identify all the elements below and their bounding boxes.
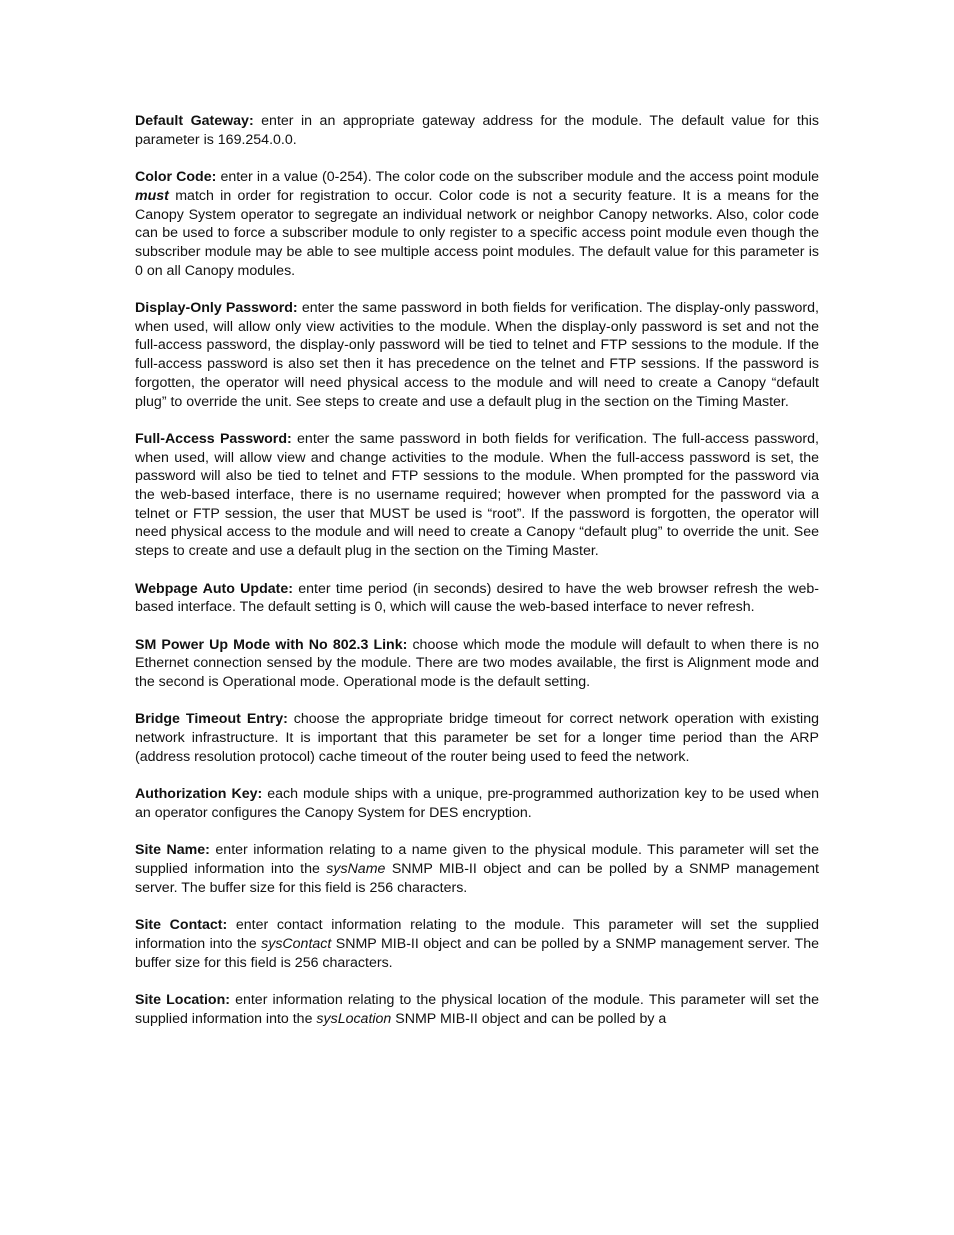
paragraph-sm-power-up-mode-with-no-802-3-link [135,636,819,692]
paragraph-bridge-timeout-entry [135,710,819,766]
emphasized-text: sysContact [261,935,332,952]
description-text: enter contact information relating to the module. This parameter will set the supplied information into the [135,917,819,952]
document-body [135,112,819,1047]
paragraph-default-gateway [135,112,819,149]
description-text: enter in an appropriate gateway address for the module. The default value for this parameter is 169.254.0.0. [135,113,820,148]
paragraph-display-only-password [135,299,819,411]
description-text: SNMP MIB-II object and can be polled by a SNMP management server. The buffer size for this field is 256 characters. [135,861,819,896]
description-text: each module ships with a unique, pre-programmed authorization key to be used when an operator configures the Canopy System for DES encryption. [135,786,819,821]
description-text: choose which mode the module will default to when there is no Ethernet connection sensed by the module. There are two modes available, the first is Alignment mode and the second is Operational mode. Operational mode is the default setting. [135,636,819,691]
parameter-term: Site Contact: [135,917,228,934]
parameter-term: Site Location: [135,991,230,1008]
emphasized-text: must [135,187,169,204]
parameter-term: Site Name: [135,842,210,859]
paragraph-site-name [135,841,819,897]
description-text: enter the same password in both fields for verification. The full-access password, when used, will allow view and change activities to the module. When the full-access password is set, the password will also be tied to telnet and FTP sessions to the module. When prompted for the password via the web-based interface, there is no username required; however when prompted for the password via a telnet or FTP session, the user that MUST be used is “root”. If the password is forgotten, the operator will need physical access to the module and will need to create a Canopy “default plug” to override the unit. See steps to create and use a default plug in the section on the Timing Master. [135,430,819,560]
paragraph-full-access-password [135,430,819,561]
parameter-term: Authorization Key: [135,786,263,803]
paragraph-webpage-auto-update [135,580,819,617]
paragraph-site-contact [135,916,819,972]
description-text: choose the appropriate bridge timeout for correct network operation with existing network infrastructure. It is important that this parameter be set for a longer time period than the ARP (address resolution protocol) cache timeout of the router being used to feed the network. [135,711,819,765]
description-text: enter information relating to the physical location of the module. This parameter will set the supplied information into the [135,991,819,1027]
description-text: enter information relating to a name given to the physical module. This parameter will set the supplied information into the [135,842,820,877]
emphasized-text: sysLocation [316,1010,392,1027]
parameter-term: Default Gateway: [135,113,254,129]
paragraph-authorization-key [135,785,819,822]
description-text: enter in a value (0-254). The color code on the subscriber module and the access point module [216,169,819,186]
paragraph-color-code [135,168,819,280]
parameter-term: SM Power Up Mode with No 802.3 Link: [135,636,408,653]
parameter-term: Bridge Timeout Entry: [135,711,288,728]
parameter-term: Webpage Auto Update: [135,580,293,597]
parameter-term: Full-Access Password: [135,430,292,447]
description-text: SNMP MIB-II object and can be polled by a SNMP management server. The buffer size for this field is 256 characters. [135,935,819,971]
paragraph-site-location [135,991,819,1028]
description-text: enter time period (in seconds) desired to have the web browser refresh the web-based interface. The default setting is 0, which will cause the web-based interface to never refresh. [135,580,819,616]
description-text: SNMP MIB-II object and can be polled by a [391,1010,667,1027]
parameter-term: Color Code: [135,169,217,186]
description-text: match in order for registration to occur. Color code is not a security feature. It is a means for the Canopy System operator to segregate an individual network or neighbor Canopy networks. Also, color code can be used to force a subscriber module to only register to a specific access point module even though the subscriber module may be able to see multiple access point modules. The default value for this parameter is 0 on all Canopy modules. [135,187,819,279]
emphasized-text: sysName [326,861,386,877]
parameter-term: Display-Only Password: [135,300,298,316]
description-text: enter the same password in both fields for verification. The display-only password, when used, will allow only view activities to the module. When the display-only password is set and not the full-access password, the display-only password will be tied to telnet and FTP sessions to the module. If the full-access password is also set then it has precedence on the telnet and FTP sessions. If the password is forgotten, the operator will need physical access to the module and will need to create a Canopy “default plug” to override the unit. See steps to create and use a default plug in the section on the Timing Master. [135,300,819,410]
